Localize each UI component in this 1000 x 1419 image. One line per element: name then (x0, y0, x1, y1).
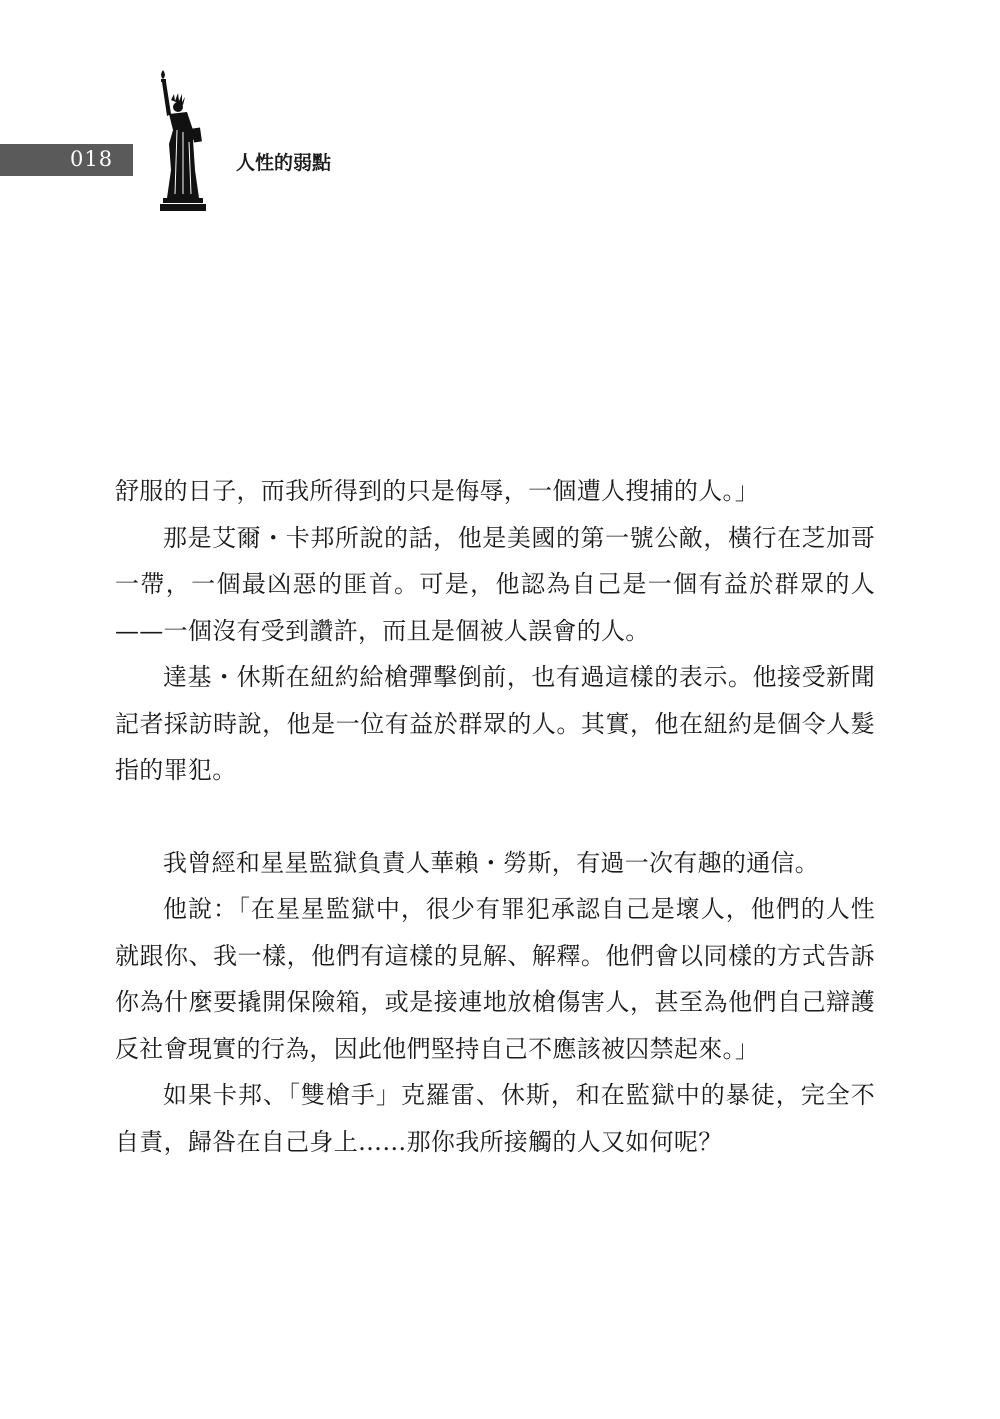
paragraph: 達基・休斯在紐約給槍彈擊倒前，也有過這樣的表示。他接受新聞記者採訪時說，他是一位有益於群眾的人。其實，他在紐約是個令人髮指的罪犯。 (115, 663, 875, 784)
paragraph: 那是艾爾・卡邦所說的話，他是美國的第一號公敵，橫行在芝加哥一帶，一個最凶惡的匪首。可是，他認為自己是一個有益於群眾的人——一個沒有受到讚許，而且是個被人誤會的人。 (115, 523, 875, 645)
paragraph: 我曾經和星星監獄負責人華賴・勞斯，有過一次有趣的通信。 (163, 848, 820, 877)
section-break (115, 794, 875, 840)
statue-of-liberty-icon (157, 70, 215, 212)
page-number: 018 (70, 147, 114, 171)
paragraph: 如果卡邦、「雙槍手」克羅雷、休斯，和在監獄中的暴徒，完全不自責，歸咎在自己身上……那你我所接觸的人又如何呢？ (115, 1081, 875, 1156)
running-title: 人性的弱點 (236, 152, 332, 174)
paragraph: 舒服的日子，而我所得到的只是侮辱，一個遭人搜捕的人。」 (115, 477, 760, 505)
body-text (115, 468, 875, 1165)
paragraph: 他說：「在星星監獄中，很少有罪犯承認自己是壞人，他們的人性就跟你、我一樣，他們有這樣的見解、解釋。他們會以同樣的方式告訴你為什麼要撬開保險箱，或是接連地放槍傷害人，甚至為他們自己辯護反社會現實的行為，因此他們堅持自己不應該被囚禁起來。」 (115, 895, 875, 1063)
